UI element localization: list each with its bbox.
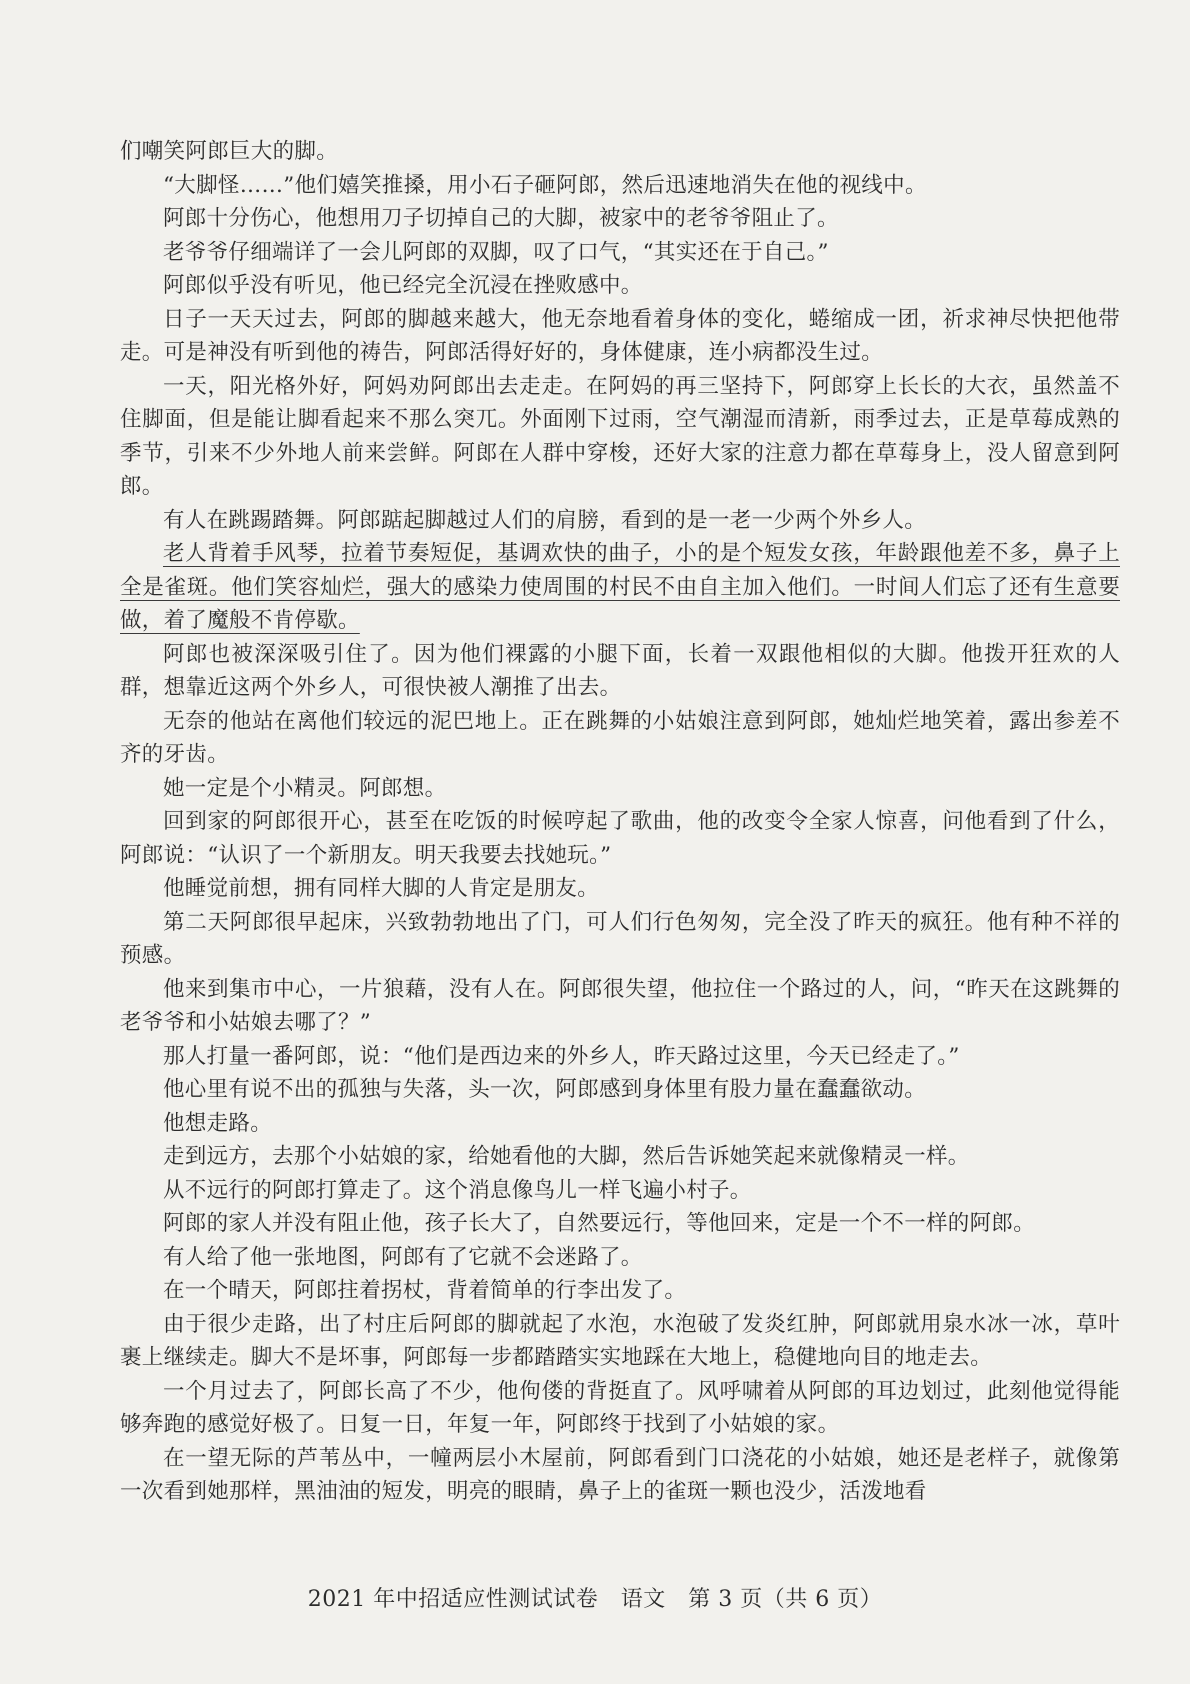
paragraph: 他睡觉前想，拥有同样大脚的人肯定是朋友。 (163, 876, 600, 901)
paragraph: 阿郎也被深深吸引住了。因为他们裸露的小腿下面，长着一双跟他相似的大脚。他拨开狂欢的人群，想靠近这两个外乡人，可很快被人潮推了出去。 (120, 641, 1120, 700)
paragraph: 他想走路。 (163, 1110, 273, 1136)
paragraph: 从不远行的阿郎打算走了。这个消息像鸟儿一样飞遍小村子。 (163, 1177, 752, 1203)
paragraph: “大脚怪……”他们嬉笑推搡，用小石子砸阿郎，然后迅速地消失在他的视线中。 (163, 172, 927, 198)
paragraph: 阿郎似乎没有听见，他已经完全沉浸在挫败感中。 (163, 273, 643, 298)
paragraph: 老爷爷仔细端详了一会儿阿郎的双脚，叹了口气，“其实还在于自己。” (163, 239, 829, 265)
paragraph: 他来到集市中心，一片狼藉，没有人在。阿郎很失望，他拉住一个路过的人，问，“昨天在这跳舞的老爷爷和小姑娘去哪了？” (120, 976, 1120, 1035)
paragraph: 阿郎的家人并没有阻止他，孩子长大了，自然要远行，等他回来，定是一个不一样的阿郎。 (163, 1211, 1036, 1236)
paragraph: 无奈的他站在离他们较远的泥巴地上。正在跳舞的小姑娘注意到阿郎，她灿烂地笑着，露出参差不齐的牙齿。 (120, 708, 1120, 767)
paragraph: 那人打量一番阿郎，说：“他们是西边来的外乡人，昨天路过这里，今天已经走了。” (163, 1043, 960, 1069)
paragraph: 一天，阳光格外好，阿妈劝阿郎出去走走。在阿妈的再三坚持下，阿郎穿上长长的大衣，虽然盖不住脚面，但是能让脚看起来不那么突兀。外面刚下过雨，空气潮湿而清新，雨季过去，正是草莓成熟的季节，引来不少外地人前来尝鲜。阿郎在人群中穿梭，还好大家的注意力都在草莓身上，没人留意到阿郎。 (120, 373, 1120, 499)
paragraph: 他心里有说不出的孤独与失落，头一次，阿郎感到身体里有股力量在蠢蠢欲动。 (163, 1077, 927, 1102)
paragraph: 在一个晴天，阿郎拄着拐杖，背着简单的行李出发了。 (163, 1278, 687, 1303)
passage-body (120, 135, 1120, 1509)
paragraph: 有人给了他一张地图，阿郎有了它就不会迷路了。 (163, 1244, 643, 1270)
paragraph: 日子一天天过去，阿郎的脚越来越大，他无奈地看着身体的变化，蜷缩成一团，祈求神尽快把他带走。可是神没有听到他的祷告，阿郎活得好好的，身体健康，连小病都没生过。 (120, 306, 1120, 365)
paragraph: 由于很少走路，出了村庄后阿郎的脚就起了水泡，水泡破了发炎红肿，阿郎就用泉水冰一冰，草叶裹上继续走。脚大不是坏事，阿郎每一步都踏踏实实地踩在大地上，稳健地向目的地走去。 (120, 1311, 1120, 1370)
paragraph: 走到远方，去那个小姑娘的家，给她看他的大脚，然后告诉她笑起来就像精灵一样。 (163, 1144, 970, 1169)
paragraph: 们嘲笑阿郎巨大的脚。 (120, 139, 339, 164)
paragraph: 有人在跳踢踏舞。阿郎踮起脚越过人们的肩膀，看到的是一老一少两个外乡人。 (163, 507, 927, 533)
paragraph: 她一定是个小精灵。阿郎想。 (163, 775, 447, 801)
paragraph: 一个月过去了，阿郎长高了不少，他佝偻的背挺直了。风呼啸着从阿郎的耳边划过，此刻他觉得能够奔跑的感觉好极了。日复一日，年复一年，阿郎终于找到了小姑娘的家。 (120, 1378, 1120, 1437)
paragraph: 回到家的阿郎很开心，甚至在吃饭的时候哼起了歌曲，他的改变令全家人惊喜，问他看到了什么，阿郎说：“认识了一个新朋友。明天我要去找她玩。” (120, 809, 1120, 868)
page-footer: 2021 年中招适应性测试试卷 语文 第 3 页（共 6 页） (307, 1587, 883, 1612)
paragraph: 第二天阿郎很早起床，兴致勃勃地出了门，可人们行色匆匆，完全没了昨天的疯狂。他有种不祥的预感。 (120, 909, 1120, 968)
paragraph (120, 537, 1120, 638)
paragraph: 阿郎十分伤心，他想用刀子切掉自己的大脚，被家中的老爷爷阻止了。 (163, 206, 839, 231)
paragraph: 在一望无际的芦苇丛中，一幢两层小木屋前，阿郎看到门口浇花的小姑娘，她还是老样子，就像第一次看到她那样，黑油油的短发，明亮的眼睛，鼻子上的雀斑一颗也没少，活泼地看 (120, 1445, 1120, 1504)
underlined-passage: 老人背着手风琴，拉着节奏短促，基调欢快的曲子，小的是个短发女孩，年龄跟他差不多，鼻子上全是雀斑。他们笑容灿烂，强大的感染力使周围的村民不由自主加入他们。一时间人们忘了还有生意要做，着了魔般不肯停歇。 (120, 541, 1120, 633)
